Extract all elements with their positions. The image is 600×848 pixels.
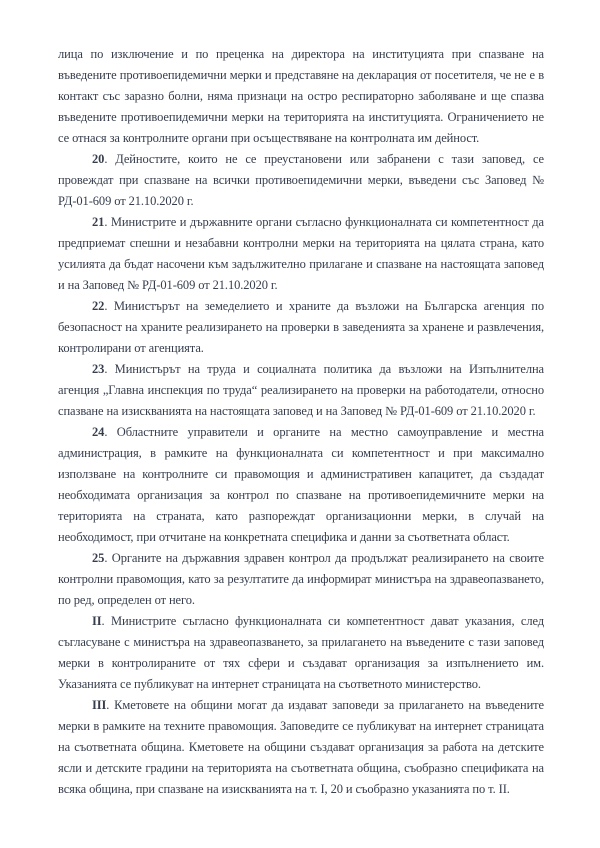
paragraph-number: 25 <box>92 551 105 565</box>
paragraph-text: . Областните управители и органите на местно самоуправление и местна администрация, в рамките на функционалната си компетентност и при максимално използване на контролните си правомощия и административен капацитет, да създадат необходимата организация за контрол по спазване на противоепидемичните мерки на територията на страната, като разпореждат организационни мерки, в случай на необходимост, при отчитане на конкретната специфика и данни за съответната област. <box>58 425 544 544</box>
paragraph-number: 23 <box>92 362 105 376</box>
paragraph-number: 21 <box>92 215 105 229</box>
paragraph-23 <box>58 359 544 422</box>
paragraph-II <box>58 611 544 695</box>
paragraph-21 <box>58 212 544 296</box>
paragraph-24 <box>58 422 544 548</box>
paragraph-III <box>58 695 544 800</box>
paragraph-text: . Министърът на труда и социалната политика да възложи на Изпълнителна агенция „Главна инспекция по труда“ реализирането на проверки на работодатели, относно спазване на изискванията на настоящата заповед и на Заповед № РД-01-609 от 21.10.2020 г. <box>58 362 544 418</box>
paragraph-number: 22 <box>92 299 105 313</box>
paragraph-20 <box>58 149 544 212</box>
paragraph-22 <box>58 296 544 359</box>
paragraph-text: . Министърът на земеделието и храните да възложи на Българска агенция по безопасност на храните реализирането на проверки в заведенията за хранене и развлечения, контролирани от агенцията. <box>58 299 544 355</box>
paragraph-number: II <box>92 614 102 628</box>
paragraph-number: 24 <box>92 425 105 439</box>
document-body <box>58 44 544 800</box>
paragraph-text: . Министрите и държавните органи съгласно функционалната си компетентност да предприемат спешни и незабавни контролни мерки на територията на цялата страна, като усилията да бъдат насочени към задължително прилагане и спазване на настоящата заповед и на Заповед № РД-01-609 от 21.10.2020 г. <box>58 215 544 292</box>
paragraph-text: . Дейностите, които не се преустановени или забранени с тази заповед, се провеждат при спазване на всички противоепидемични мерки, въведени със Заповед № РД-01-609 от 21.10.2020 г. <box>58 152 544 208</box>
paragraph-number: 20 <box>92 152 105 166</box>
paragraph-text: лица по изключение и по преценка на директора на институцията при спазване на въведените противоепидемични мерки и представяне на декларация от посетителя, че не е в контакт със заразно болни, няма признаци на остро респираторно заболяване и ще спазва въведените противоепидемични мерки на територията на институцията. Ограничението не се отнася за контролните органи при осъществяване на контролната им дейност. <box>58 47 544 145</box>
paragraph-25 <box>58 548 544 611</box>
paragraph-number: III <box>92 698 107 712</box>
paragraph-continuation <box>58 44 544 149</box>
paragraph-text: . Кметовете на общини могат да издават заповеди за прилагането на въведените мерки в рамките на техните правомощия. Заповедите се публикуват на интернет страницата на съответната община. Кметовете на общини създават организация за работа на детските ясли и детските градини на територията на съответната община, съобразно спецификата на всяка община, при спазване на изискванията на т. I, 20 и съобразно указанията по т. II. <box>58 698 544 796</box>
paragraph-text: . Органите на държавния здравен контрол да продължат реализирането на своите контролни правомощия, като за резултатите да информират министъра на здравеопазването, по ред, определен от него. <box>58 551 544 607</box>
paragraph-text: . Министрите съгласно функционалната си компетентност дават указания, след съгласуване с министъра на здравеопазването, за прилагането на въведените с тази заповед мерки в контролираните от тях сфери и създават организация за изпълнението им. Указанията се публикуват на интернет страницата на съответното министерство. <box>58 614 544 691</box>
